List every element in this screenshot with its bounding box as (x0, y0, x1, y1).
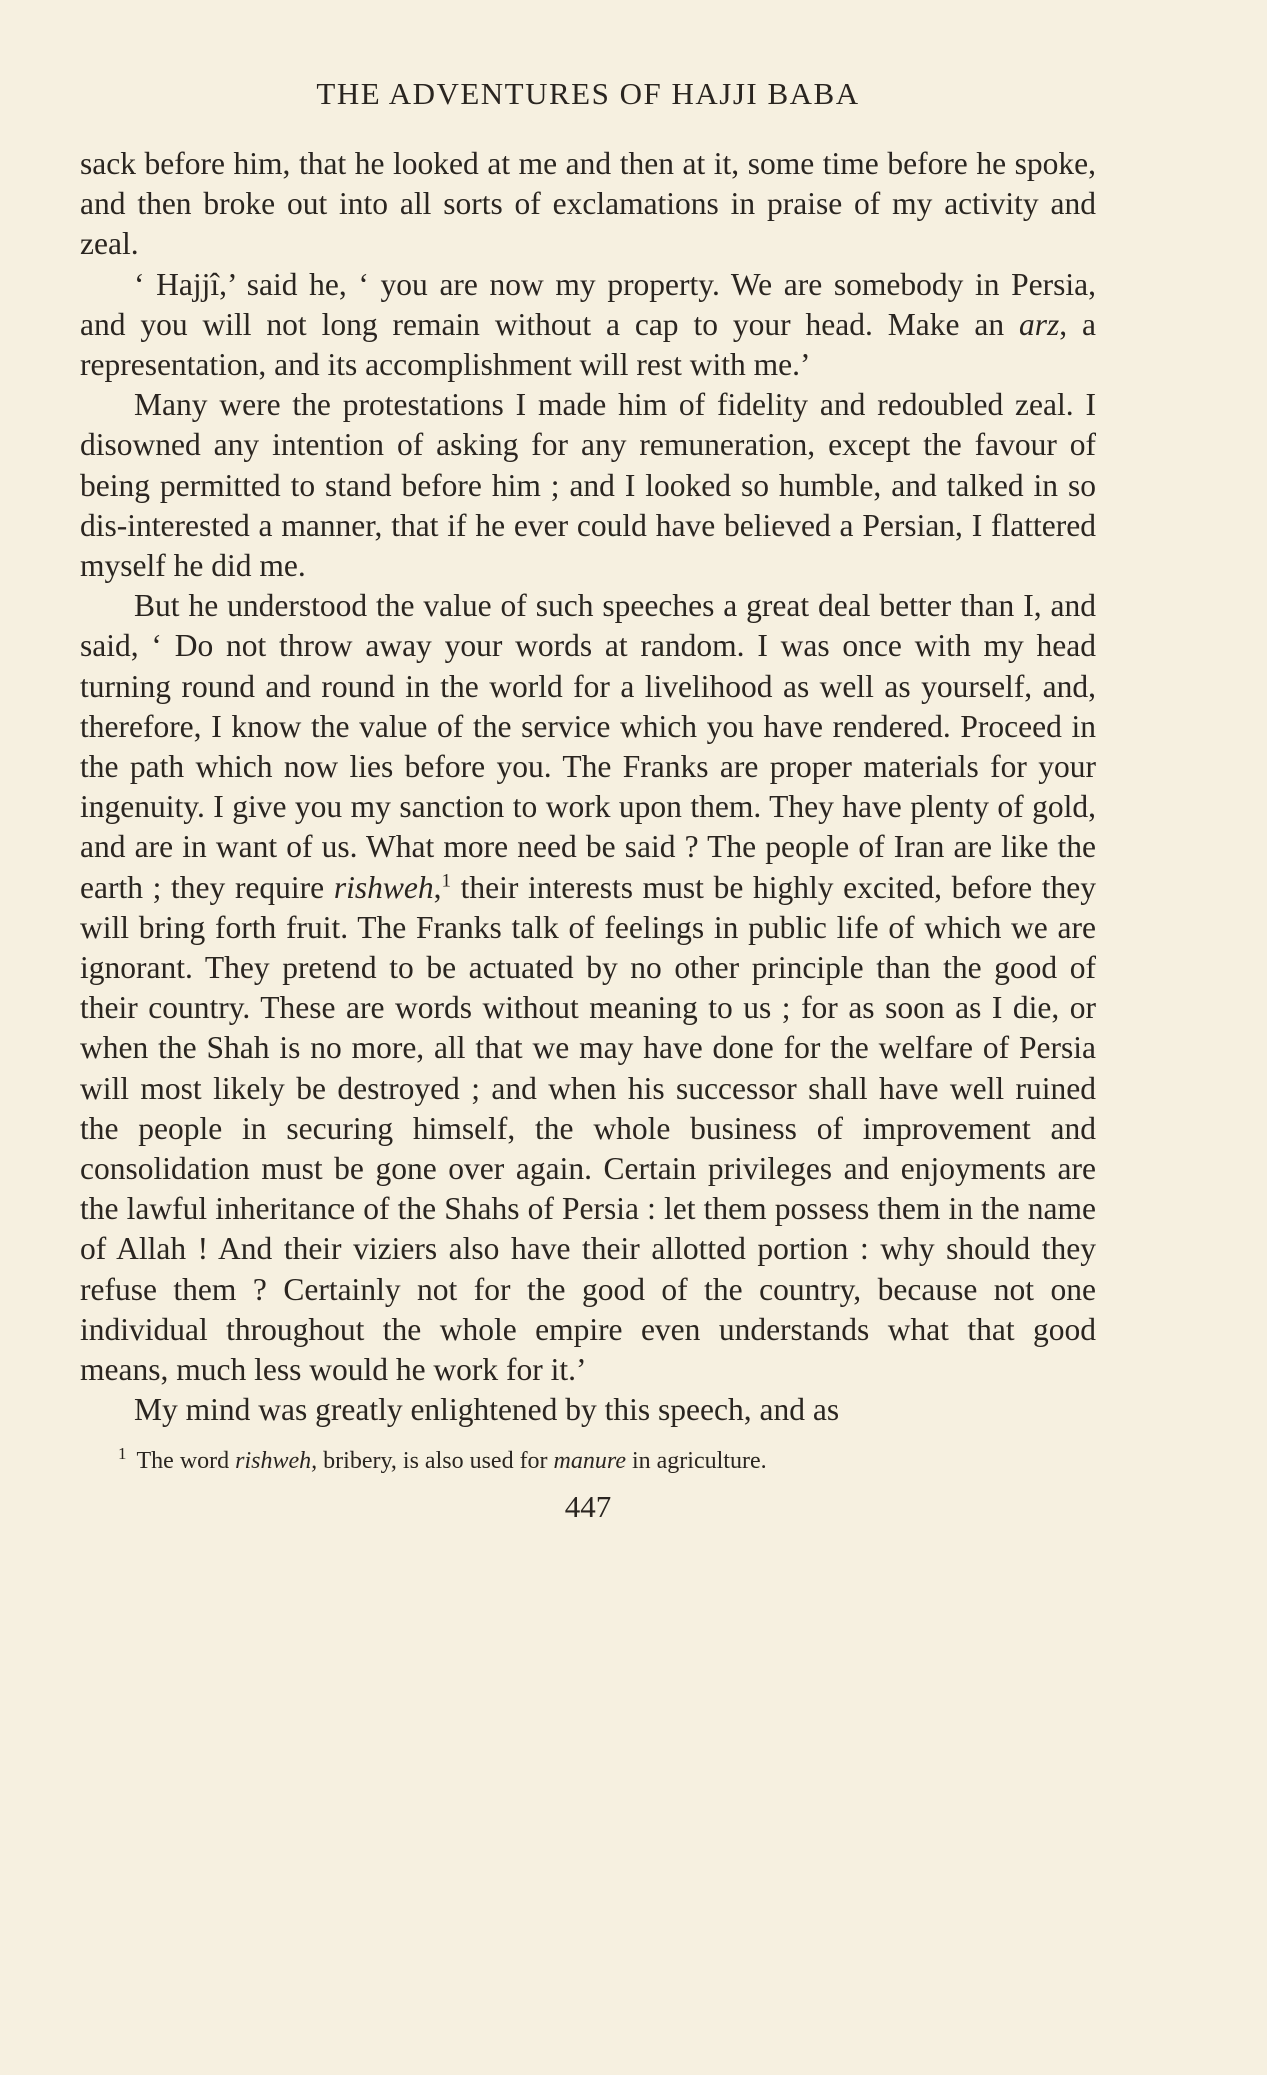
italic-term: rishweh (333, 869, 434, 905)
text-run: My mind was greatly enlightened by this speech, and as (134, 1392, 840, 1428)
text-run: ‘ Hajjî,’ said he, ‘ you are now my property. We are somebody in Persia, and you will not long remain without a cap to your head. Make an (80, 266, 1096, 342)
paragraph (80, 385, 1096, 586)
text-run: The word (136, 1447, 236, 1474)
italic-term: manure (553, 1447, 626, 1474)
italic-term: rishweh, (235, 1447, 318, 1474)
paragraph (80, 265, 1096, 386)
body-text (80, 144, 1096, 1431)
text-run: Many were the protestations I made him of fidelity and redoubled zeal. I disowned any intention of asking for any remuneration, except the favour of being permitted to stand before him ; and I looked so humble, and talked in so dis-interested a manner, that if he ever could have believed a Persian, I flattered myself he did me. (80, 387, 1096, 584)
book-page (80, 68, 1096, 1525)
text-run: their interests must be highly excited, before they will bring forth fruit. The Franks talk of feelings in public life of which we are ignorant. They pretend to be actuated by no other principle than the good of their country. These are words without meaning to us ; for as soon as I die, or when the Shah is no more, all that we may have done for the welfare of Persia will most likely be destroyed ; and when his successor shall have well ruined the people in securing himself, the whole business of improvement and consolidation must be gone over again. Certain privileges and enjoyments are the lawful inheritance of the Shahs of Persia : let them possess them in the name of Allah ! And their viziers also have their allotted portion : why should they refuse them ? Certainly not for the good of the country, because not one individual throughout the whole empire even understands what that good means, much less would he work for it.’ (80, 869, 1096, 1388)
italic-term: arz (1018, 306, 1060, 342)
page-number: 447 (564, 1488, 612, 1524)
text-run: But he understood the value of such speeches a great deal better than I, and said, ‘ Do not throw away your words at random. I was once with my head turning round and round in the world for a livelihood as well as yourself, and, therefore, I know the value of the service which you have rendered. Proceed in the path which now lies before you. The Franks are proper materials for your ingenuity. I give you my sanction to work upon them. They have plenty of gold, and are in want of us. What more need be said ? The people of Iran are like the earth ; they require (80, 588, 1096, 905)
text-run: , a representation, and its accomplishment will rest with me.’ (80, 306, 1097, 383)
text-run: sack before him, that he looked at me and then at it, some time before he spoke, and then broke out into all sorts of exclamations in praise of my activity and zeal. (80, 146, 1096, 262)
paragraph (80, 144, 1096, 265)
text-run: , (433, 869, 442, 905)
paragraph (80, 1390, 1096, 1430)
footnote-reference: 1 (441, 870, 451, 892)
text-run: in agriculture. (625, 1447, 767, 1474)
running-head: THE ADVENTURES OF HAJJI BABA (316, 76, 860, 111)
footnote-number: 1 (118, 1443, 127, 1463)
text-run: bribery, is also used for (317, 1447, 554, 1474)
paragraph (80, 586, 1096, 1390)
footnote-text (137, 1448, 767, 1474)
footnote (80, 1445, 1096, 1477)
